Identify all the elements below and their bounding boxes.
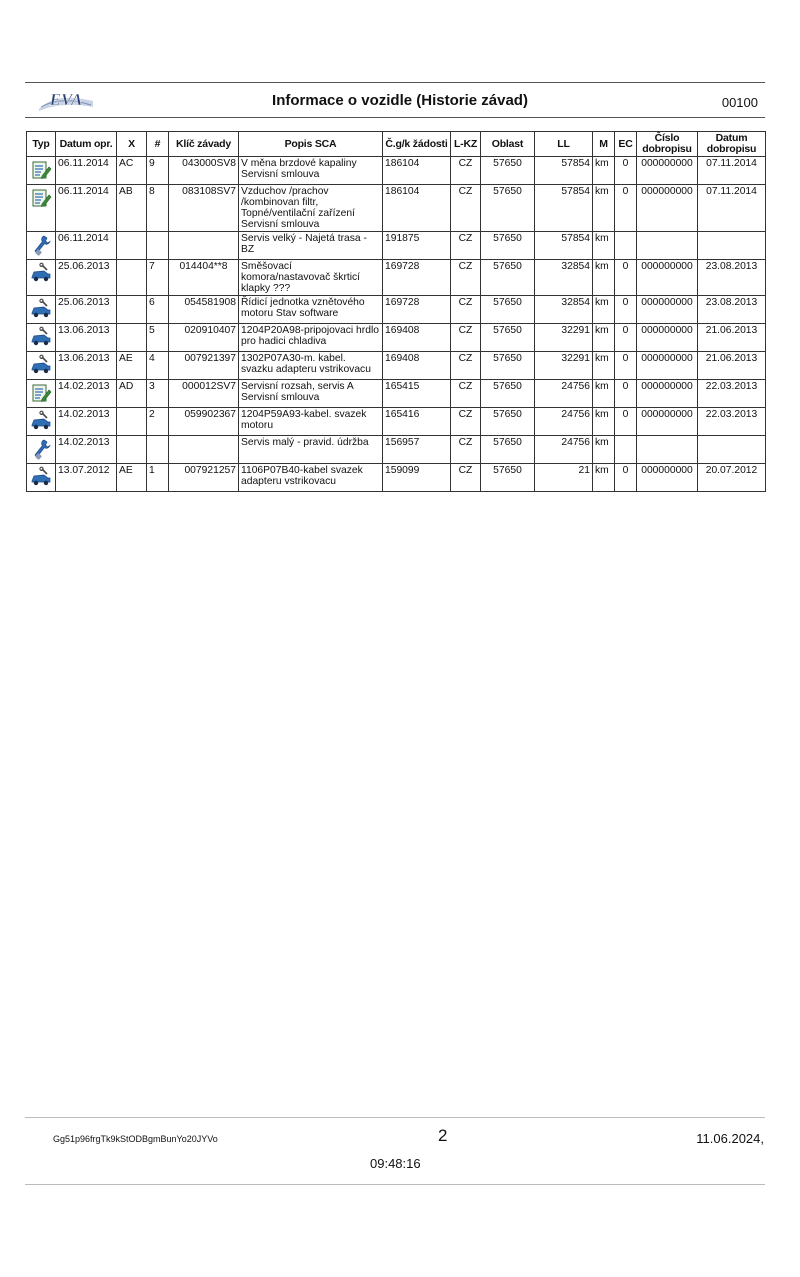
unit-cell: km [593, 408, 615, 436]
date-cell: 13.06.2013 [56, 352, 117, 380]
credit-number-cell [637, 436, 698, 464]
column-header: LL [535, 132, 593, 157]
print-date: 11.06.2024, [696, 1131, 764, 1146]
lkz-cell: CZ [451, 296, 481, 324]
car-repair-icon [30, 354, 52, 376]
ec-cell [615, 232, 637, 260]
ec-cell: 0 [615, 296, 637, 324]
mileage-cell: 32291 [535, 324, 593, 352]
type-cell [27, 157, 56, 185]
credit-number-cell: 000000000 [637, 157, 698, 185]
area-cell: 57650 [481, 232, 535, 260]
lkz-cell: CZ [451, 324, 481, 352]
lkz-cell: CZ [451, 436, 481, 464]
x-cell [117, 324, 147, 352]
mileage-cell: 21 [535, 464, 593, 492]
description-cell: Vzduchov /prachov /kombinovan filtr, Topné/ventilační zařízení Servisní smlouva [239, 185, 383, 232]
description-cell: Řídicí jednotka vznětového motoru Stav software [239, 296, 383, 324]
mileage-cell: 32291 [535, 352, 593, 380]
column-header: Č.g/k žádosti [383, 132, 451, 157]
x-cell [117, 232, 147, 260]
area-cell: 57650 [481, 185, 535, 232]
mileage-cell: 24756 [535, 436, 593, 464]
type-cell [27, 352, 56, 380]
car-repair-icon [30, 298, 52, 320]
wrench-icon [30, 234, 52, 256]
credit-date-cell [698, 232, 766, 260]
page-title: Informace o vozidle (Historie závad) [272, 92, 528, 109]
sequence-cell: 4 [147, 352, 169, 380]
wrench-icon [30, 438, 52, 460]
column-header: Popis SCA [239, 132, 383, 157]
date-cell: 25.06.2013 [56, 296, 117, 324]
lkz-cell: CZ [451, 157, 481, 185]
description-cell: Servis velký - Najetá trasa - BZ [239, 232, 383, 260]
footer-document-code: Gg51p96frgTk9kStODBgmBunYo20JYVo [53, 1134, 218, 1144]
table-row [27, 260, 766, 296]
credit-date-cell: 07.11.2014 [698, 185, 766, 232]
table-row [27, 380, 766, 408]
unit-cell: km [593, 232, 615, 260]
request-number-cell: 169728 [383, 296, 451, 324]
sequence-cell: 3 [147, 380, 169, 408]
request-number-cell: 169728 [383, 260, 451, 296]
mileage-cell: 32854 [535, 296, 593, 324]
description-cell: 1204P20A98-pripojovaci hrdlo pro hadici chladiva [239, 324, 383, 352]
type-cell [27, 464, 56, 492]
request-number-cell: 186104 [383, 185, 451, 232]
ec-cell: 0 [615, 260, 637, 296]
fault-key-cell: 043000SV8 [169, 157, 239, 185]
credit-number-cell: 000000000 [637, 324, 698, 352]
x-cell [117, 296, 147, 324]
date-cell: 14.02.2013 [56, 380, 117, 408]
x-cell: AD [117, 380, 147, 408]
table-row [27, 324, 766, 352]
header-top-rule [25, 82, 765, 83]
fault-history-table [26, 131, 766, 492]
sequence-cell: 1 [147, 464, 169, 492]
area-cell: 57650 [481, 436, 535, 464]
date-cell: 06.11.2014 [56, 185, 117, 232]
table-header-row [27, 132, 766, 157]
date-cell: 13.07.2012 [56, 464, 117, 492]
unit-cell: km [593, 260, 615, 296]
mileage-cell: 24756 [535, 408, 593, 436]
fault-key-cell: 007921257 [169, 464, 239, 492]
description-cell: 1106P07B40-kabel svazek adapteru vstrikovacu [239, 464, 383, 492]
column-header: Oblast [481, 132, 535, 157]
date-cell: 25.06.2013 [56, 260, 117, 296]
description-cell: Servisní rozsah, servis A Servisní smlouva [239, 380, 383, 408]
mileage-cell: 57854 [535, 185, 593, 232]
date-cell: 06.11.2014 [56, 157, 117, 185]
column-header: EC [615, 132, 637, 157]
column-header: Datum dobropisu [698, 132, 766, 157]
logo-text: EVA [49, 90, 83, 109]
page-number: 2 [438, 1126, 448, 1145]
credit-date-cell: 21.06.2013 [698, 324, 766, 352]
credit-date-cell: 22.03.2013 [698, 408, 766, 436]
x-cell [117, 260, 147, 296]
table-row [27, 408, 766, 436]
table-row [27, 464, 766, 492]
description-cell: Servis malý - pravid. údržba [239, 436, 383, 464]
request-number-cell: 169408 [383, 352, 451, 380]
area-cell: 57650 [481, 464, 535, 492]
x-cell [117, 436, 147, 464]
mileage-cell: 32854 [535, 260, 593, 296]
type-cell [27, 296, 56, 324]
ec-cell: 0 [615, 408, 637, 436]
fault-key-cell: 000012SV7 [169, 380, 239, 408]
table-row [27, 157, 766, 185]
x-cell: AB [117, 185, 147, 232]
fault-key-cell: 083108SV7 [169, 185, 239, 232]
description-cell: 1302P07A30-m. kabel. svazku adapteru vstrikovacu [239, 352, 383, 380]
credit-number-cell: 000000000 [637, 352, 698, 380]
sequence-cell: 9 [147, 157, 169, 185]
lkz-cell: CZ [451, 185, 481, 232]
credit-date-cell: 22.03.2013 [698, 380, 766, 408]
credit-number-cell: 000000000 [637, 185, 698, 232]
ec-cell [615, 436, 637, 464]
request-number-cell: 169408 [383, 324, 451, 352]
unit-cell: km [593, 380, 615, 408]
type-cell [27, 380, 56, 408]
credit-date-cell: 23.08.2013 [698, 260, 766, 296]
credit-number-cell: 000000000 [637, 380, 698, 408]
credit-date-cell: 23.08.2013 [698, 296, 766, 324]
footer-top-rule [25, 1117, 765, 1118]
car-repair-icon [30, 466, 52, 488]
request-number-cell: 165415 [383, 380, 451, 408]
document-edit-icon [30, 382, 52, 404]
car-repair-icon [30, 262, 52, 284]
credit-date-cell: 07.11.2014 [698, 157, 766, 185]
unit-cell: km [593, 464, 615, 492]
request-number-cell: 159099 [383, 464, 451, 492]
credit-number-cell: 000000000 [637, 296, 698, 324]
sequence-cell: 7 [147, 260, 169, 296]
header-bottom-rule [25, 117, 765, 118]
request-number-cell: 186104 [383, 157, 451, 185]
lkz-cell: CZ [451, 232, 481, 260]
credit-number-cell: 000000000 [637, 464, 698, 492]
document-edit-icon [30, 159, 52, 181]
type-cell [27, 185, 56, 232]
credit-number-cell [637, 232, 698, 260]
area-cell: 57650 [481, 324, 535, 352]
type-cell [27, 408, 56, 436]
type-cell [27, 232, 56, 260]
ec-cell: 0 [615, 324, 637, 352]
document-edit-icon [30, 187, 52, 209]
credit-date-cell: 21.06.2013 [698, 352, 766, 380]
request-number-cell: 191875 [383, 232, 451, 260]
fault-key-cell [169, 232, 239, 260]
date-cell: 14.02.2013 [56, 408, 117, 436]
fault-key-cell: 059902367 [169, 408, 239, 436]
lkz-cell: CZ [451, 260, 481, 296]
car-repair-icon [30, 410, 52, 432]
date-cell: 13.06.2013 [56, 324, 117, 352]
area-cell: 57650 [481, 352, 535, 380]
fault-key-cell: 020910407 [169, 324, 239, 352]
credit-date-cell: 20.07.2012 [698, 464, 766, 492]
area-cell: 57650 [481, 380, 535, 408]
ec-cell: 0 [615, 157, 637, 185]
footer-bottom-rule [25, 1184, 765, 1185]
request-number-cell: 165416 [383, 408, 451, 436]
x-cell: AC [117, 157, 147, 185]
credit-date-cell [698, 436, 766, 464]
type-cell [27, 436, 56, 464]
column-header: L-KZ [451, 132, 481, 157]
type-cell [27, 260, 56, 296]
date-cell: 06.11.2014 [56, 232, 117, 260]
mileage-cell: 24756 [535, 380, 593, 408]
fault-key-cell: 014404**8 [169, 260, 239, 296]
credit-number-cell: 000000000 [637, 408, 698, 436]
fault-key-cell: 054581908 [169, 296, 239, 324]
sequence-cell: 2 [147, 408, 169, 436]
document-number: 00100 [721, 95, 758, 110]
area-cell: 57650 [481, 260, 535, 296]
lkz-cell: CZ [451, 380, 481, 408]
column-header: Typ [27, 132, 56, 157]
x-cell: AE [117, 464, 147, 492]
sequence-cell: 6 [147, 296, 169, 324]
description-cell: Směšovací komora/nastavovač škrticí klapky ??? [239, 260, 383, 296]
ec-cell: 0 [615, 352, 637, 380]
table-row [27, 296, 766, 324]
area-cell: 57650 [481, 157, 535, 185]
column-header: # [147, 132, 169, 157]
unit-cell: km [593, 157, 615, 185]
fault-key-cell: 007921397 [169, 352, 239, 380]
column-header: M [593, 132, 615, 157]
ec-cell: 0 [615, 464, 637, 492]
sequence-cell [147, 436, 169, 464]
x-cell: AE [117, 352, 147, 380]
column-header: Číslo dobropisu [637, 132, 698, 157]
description-cell: 1204P59A93-kabel. svazek motoru [239, 408, 383, 436]
sequence-cell [147, 232, 169, 260]
mileage-cell: 57854 [535, 157, 593, 185]
print-time: 09:48:16 [370, 1156, 421, 1171]
column-header: Datum opr. [56, 132, 117, 157]
fault-key-cell [169, 436, 239, 464]
type-cell [27, 324, 56, 352]
x-cell [117, 408, 147, 436]
lkz-cell: CZ [451, 352, 481, 380]
request-number-cell: 156957 [383, 436, 451, 464]
unit-cell: km [593, 185, 615, 232]
date-cell: 14.02.2013 [56, 436, 117, 464]
table-row [27, 185, 766, 232]
ec-cell: 0 [615, 185, 637, 232]
mileage-cell: 57854 [535, 232, 593, 260]
ec-cell: 0 [615, 380, 637, 408]
table-row [27, 436, 766, 464]
column-header: X [117, 132, 147, 157]
unit-cell: km [593, 436, 615, 464]
column-header: Klíč závady [169, 132, 239, 157]
lkz-cell: CZ [451, 464, 481, 492]
car-repair-icon [30, 326, 52, 348]
area-cell: 57650 [481, 296, 535, 324]
area-cell: 57650 [481, 408, 535, 436]
unit-cell: km [593, 296, 615, 324]
sequence-cell: 5 [147, 324, 169, 352]
table-row [27, 232, 766, 260]
sequence-cell: 8 [147, 185, 169, 232]
table-row [27, 352, 766, 380]
description-cell: V měna brzdové kapaliny Servisní smlouva [239, 157, 383, 185]
credit-number-cell: 000000000 [637, 260, 698, 296]
unit-cell: km [593, 324, 615, 352]
unit-cell: km [593, 352, 615, 380]
lkz-cell: CZ [451, 408, 481, 436]
